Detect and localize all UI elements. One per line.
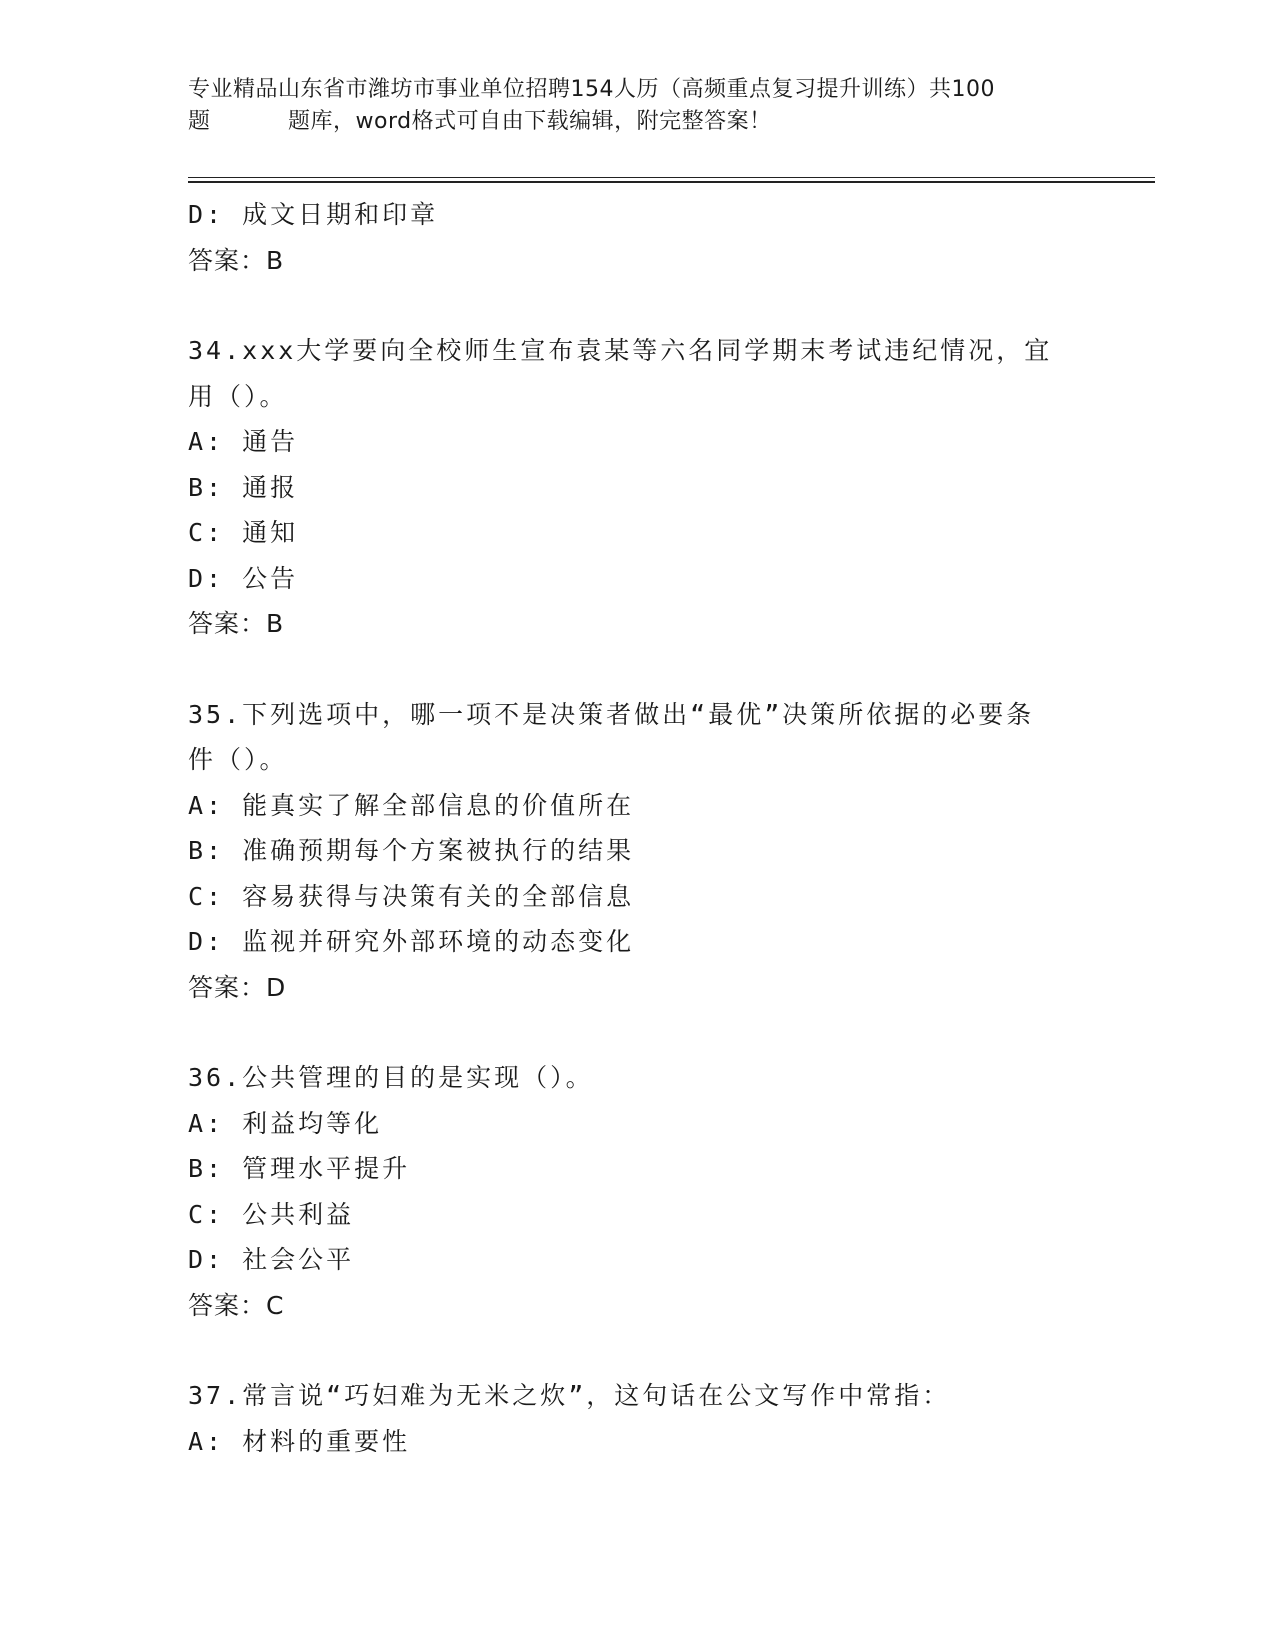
option-b: B: 通报 xyxy=(188,472,299,502)
header-divider-thick xyxy=(188,181,1155,183)
question-block-35 xyxy=(188,692,1088,1011)
question-stem-continued: 件（）。 xyxy=(188,745,288,774)
question-stem: 34.xxx大学要向全校师生宣布袁某等六名同学期末考试违纪情况，宜 xyxy=(188,336,1053,365)
spacer xyxy=(188,1328,1088,1373)
spacer xyxy=(188,283,1088,328)
option-c: C: 公共利益 xyxy=(188,1199,355,1229)
option-a: A: 利益均等化 xyxy=(188,1108,383,1138)
option-b: B: 管理水平提升 xyxy=(188,1154,411,1183)
question-block-37 xyxy=(188,1373,1088,1464)
option-d: D: 成文日期和印章 xyxy=(188,200,439,229)
option-d: D: 公告 xyxy=(188,563,299,593)
question-stem: 37.常言说“巧妇难为无米之炊”，这句话在公文写作中常指： xyxy=(188,1381,951,1410)
header-title-line1: 专业精品山东省市潍坊市事业单位招聘154人历（高频重点复习提升训练）共100 xyxy=(188,77,995,102)
option-a: A: 通告 xyxy=(188,427,299,456)
option-a: A: 能真实了解全部信息的价值所在 xyxy=(188,790,635,820)
option-a: A: 材料的重要性 xyxy=(188,1426,411,1456)
answer-line: 答案：B xyxy=(188,609,285,638)
header-divider-thin xyxy=(188,177,1155,178)
spacer xyxy=(188,1010,1088,1055)
header-title-line2 xyxy=(188,106,1088,138)
question-block-33 xyxy=(188,192,1088,283)
question-stem-continued: 用（）。 xyxy=(188,381,288,411)
question-stem: 36.公共管理的目的是实现（）。 xyxy=(188,1063,594,1092)
header-title-line2-left: 题 xyxy=(188,109,211,134)
answer-line: 答案：B xyxy=(188,245,285,275)
header-title-line2-right: 题库，word格式可自由下载编辑，附完整答案！ xyxy=(288,109,772,134)
question-block-36 xyxy=(188,1055,1088,1328)
option-d: D: 监视并研究外部环境的动态变化 xyxy=(188,927,635,956)
option-d: D: 社会公平 xyxy=(188,1245,355,1274)
spacer xyxy=(188,647,1088,692)
option-c: C: 容易获得与决策有关的全部信息 xyxy=(188,881,635,911)
question-list xyxy=(188,192,1088,1464)
option-c: C: 通知 xyxy=(188,518,299,547)
question-stem: 35.下列选项中，哪一项不是决策者做出“最优”决策所依据的必要条 xyxy=(188,699,1035,729)
answer-line: 答案：C xyxy=(188,1290,285,1320)
question-block-34 xyxy=(188,328,1088,647)
answer-line: 答案：D xyxy=(188,972,287,1002)
document-header xyxy=(188,74,1088,138)
option-b: B: 准确预期每个方案被执行的结果 xyxy=(188,836,635,865)
